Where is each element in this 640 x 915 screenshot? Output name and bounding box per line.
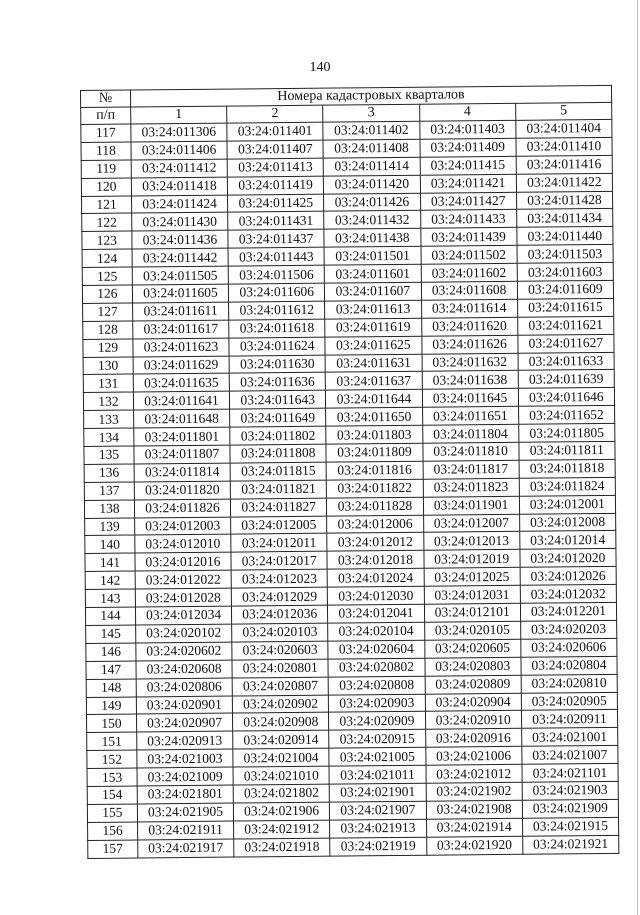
cadastral-quarter-cell: 03:24:012016 xyxy=(135,552,231,571)
cadastral-quarter-cell: 03:24:021917 xyxy=(138,839,234,858)
row-number-cell: 124 xyxy=(82,249,132,267)
cadastral-quarter-cell: 03:24:021909 xyxy=(522,799,618,818)
cadastral-quarter-cell: 03:24:021918 xyxy=(234,838,330,857)
cadastral-quarter-cell: 03:24:011641 xyxy=(133,391,229,410)
cadastral-quarter-cell: 03:24:011635 xyxy=(133,374,229,393)
cadastral-quarter-cell: 03:24:011621 xyxy=(517,316,613,335)
cadastral-quarter-cell: 03:24:020203 xyxy=(520,620,616,639)
cadastral-quarter-cell: 03:24:021920 xyxy=(426,836,522,855)
row-number-header: № xyxy=(81,90,131,107)
cadastral-quarter-cell: 03:24:011633 xyxy=(518,352,614,371)
cadastral-quarter-cell: 03:24:011623 xyxy=(133,338,229,357)
cadastral-quarter-cell: 03:24:011501 xyxy=(324,246,420,265)
cadastral-quarter-cell: 03:24:011432 xyxy=(324,211,420,230)
cadastral-quarter-cell: 03:24:011410 xyxy=(516,137,612,156)
row-number-cell: 137 xyxy=(84,482,134,500)
cadastral-quarter-cell: 03:24:011637 xyxy=(326,372,422,391)
cadastral-quarter-cell: 03:24:011827 xyxy=(231,498,327,517)
cadastral-quarter-cell: 03:24:012017 xyxy=(231,552,327,571)
row-number-cell: 144 xyxy=(85,607,135,625)
cadastral-quarter-cell: 03:24:011639 xyxy=(518,370,614,389)
cadastral-quarter-cell: 03:24:011420 xyxy=(324,175,420,194)
cadastral-quarter-cell: 03:24:011407 xyxy=(227,140,323,159)
row-number-cell: 123 xyxy=(82,231,132,249)
cadastral-quarter-cell: 03:24:020901 xyxy=(136,696,232,715)
row-number-cell: 151 xyxy=(87,732,137,750)
cadastral-quarter-cell: 03:24:011627 xyxy=(518,334,614,353)
cadastral-quarter-cell: 03:24:021902 xyxy=(426,782,522,801)
cadastral-quarter-cell: 03:24:020605 xyxy=(424,639,520,658)
row-number-cell: 146 xyxy=(86,643,136,661)
cadastral-quarter-cell: 03:24:021011 xyxy=(329,765,425,784)
cadastral-quarter-cell: 03:24:011612 xyxy=(229,301,325,320)
cadastral-quarter-cell: 03:24:011605 xyxy=(132,284,228,303)
cadastral-quarter-cell: 03:24:020908 xyxy=(233,713,329,732)
cadastral-quarter-cell: 03:24:011416 xyxy=(516,155,612,174)
row-number-cell: 149 xyxy=(86,696,136,714)
cadastral-quarter-cell: 03:24:011644 xyxy=(326,390,422,409)
cadastral-quarter-cell: 03:24:011415 xyxy=(420,156,516,175)
cadastral-quarter-cell: 03:24:011636 xyxy=(229,373,325,392)
cadastral-quarter-cell: 03:24:011426 xyxy=(324,193,420,212)
cadastral-quarter-cell: 03:24:011805 xyxy=(518,424,614,443)
row-number-cell: 147 xyxy=(86,661,136,679)
cadastral-quarter-cell: 03:24:011823 xyxy=(423,478,519,497)
cadastral-quarter-cell: 03:24:011424 xyxy=(131,195,227,214)
row-number-cell: 127 xyxy=(83,303,133,321)
row-number-cell: 154 xyxy=(87,786,137,804)
cadastral-quarter-cell: 03:24:011815 xyxy=(230,462,326,481)
cadastral-quarter-cell: 03:24:011603 xyxy=(517,263,613,282)
cadastral-quarter-cell: 03:24:012025 xyxy=(424,568,520,587)
row-number-cell: 150 xyxy=(86,714,136,732)
cadastral-quarter-cell: 03:24:020802 xyxy=(328,658,424,677)
cadastral-quarter-cell: 03:24:011816 xyxy=(326,461,422,480)
cadastral-quarter-cell: 03:24:011651 xyxy=(422,407,518,426)
row-number-cell: 155 xyxy=(87,804,137,822)
cadastral-quarter-cell: 03:24:011828 xyxy=(327,497,423,516)
cadastral-quarter-cell: 03:24:011434 xyxy=(516,209,612,228)
cadastral-quarter-cell: 03:24:020914 xyxy=(233,730,329,749)
cadastral-quarter-cell: 03:24:021921 xyxy=(522,835,618,854)
column-number: 4 xyxy=(419,103,515,121)
cadastral-quarter-cell: 03:24:011626 xyxy=(421,335,517,354)
cadastral-quarter-cell: 03:24:011408 xyxy=(323,139,419,158)
cadastral-quarter-cell: 03:24:011425 xyxy=(228,194,324,213)
cadastral-quarter-cell: 03:24:021007 xyxy=(522,746,618,765)
cadastral-quarter-cell: 03:24:011809 xyxy=(326,443,422,462)
cadastral-quarter-cell: 03:24:011609 xyxy=(517,280,613,299)
cadastral-quarter-cell: 03:24:011428 xyxy=(516,191,612,210)
row-number-cell: 134 xyxy=(84,428,134,446)
row-number-cell: 138 xyxy=(84,500,134,518)
column-number: 3 xyxy=(323,104,419,122)
cadastral-quarter-cell: 03:24:011630 xyxy=(229,355,325,374)
cadastral-quarter-cell: 03:24:012018 xyxy=(327,551,423,570)
cadastral-quarter-cell: 03:24:020603 xyxy=(232,641,328,660)
cadastral-quarter-cell: 03:24:020803 xyxy=(425,657,521,676)
cadastral-quarter-cell: 03:24:011629 xyxy=(133,356,229,375)
column-number: 1 xyxy=(131,106,227,124)
cadastral-quarter-cell: 03:24:011617 xyxy=(133,320,229,339)
cadastral-quarter-cell: 03:24:012028 xyxy=(135,588,231,607)
cadastral-quarter-cell: 03:24:011631 xyxy=(325,354,421,373)
cadastral-quarter-cell: 03:24:020102 xyxy=(136,624,232,643)
cadastral-quarter-cell: 03:24:021905 xyxy=(137,803,233,822)
cadastral-quarter-cell: 03:24:012026 xyxy=(520,567,616,586)
cadastral-quarter-cell: 03:24:011810 xyxy=(422,442,518,461)
cadastral-quarter-cell: 03:24:021004 xyxy=(233,748,329,767)
row-number-cell: 143 xyxy=(85,589,135,607)
cadastral-quarter-cell: 03:24:020907 xyxy=(136,713,232,732)
row-number-cell: 120 xyxy=(81,178,131,196)
row-number-cell: 153 xyxy=(87,768,137,786)
cadastral-quarter-cell: 03:24:012013 xyxy=(423,532,519,551)
cadastral-quarter-cell: 03:24:021005 xyxy=(329,747,425,766)
cadastral-quarter-cell: 03:24:011414 xyxy=(323,157,419,176)
cadastral-quarter-cell: 03:24:011431 xyxy=(228,212,324,231)
cadastral-quarter-cell: 03:24:012011 xyxy=(231,534,327,553)
cadastral-quarter-cell: 03:24:011820 xyxy=(134,481,230,500)
cadastral-quarter-cell: 03:24:020608 xyxy=(136,660,232,679)
cadastral-quarter-cell: 03:24:021908 xyxy=(426,800,522,819)
cadastral-quarter-cell: 03:24:012022 xyxy=(135,570,231,589)
cadastral-quarter-cell: 03:24:011505 xyxy=(132,266,228,285)
cadastral-quarter-cell: 03:24:012010 xyxy=(135,535,231,554)
cadastral-quarter-cell: 03:24:011624 xyxy=(229,337,325,356)
page-edge-line xyxy=(637,0,638,915)
cadastral-quarter-cell: 03:24:012201 xyxy=(520,602,616,621)
cadastral-quarter-cell: 03:24:021003 xyxy=(137,749,233,768)
cadastral-quarter-cell: 03:24:021906 xyxy=(233,802,329,821)
cadastral-quarter-cell: 03:24:021915 xyxy=(522,817,618,836)
cadastral-quarter-cell: 03:24:011615 xyxy=(517,298,613,317)
row-number-cell: 121 xyxy=(82,196,132,214)
cadastral-quarter-cell: 03:24:011611 xyxy=(132,302,228,321)
cadastral-quarter-cell: 03:24:021101 xyxy=(522,763,618,782)
cadastral-quarter-cell: 03:24:011412 xyxy=(131,159,227,178)
row-number-cell: 145 xyxy=(86,625,136,643)
cadastral-quarter-cell: 03:24:011619 xyxy=(325,318,421,337)
row-number-cell: 152 xyxy=(87,750,137,768)
cadastral-quarter-cell: 03:24:020104 xyxy=(328,622,424,641)
cadastral-quarter-cell: 03:24:020807 xyxy=(232,677,328,696)
row-number-cell: 126 xyxy=(82,285,132,303)
cadastral-quarter-cell: 03:24:021919 xyxy=(330,837,426,856)
cadastral-quarter-cell: 03:24:021802 xyxy=(233,784,329,803)
cadastral-quarter-cell: 03:24:011632 xyxy=(422,353,518,372)
cadastral-quarter-cell: 03:24:012014 xyxy=(520,531,616,550)
cadastral-quarter-cell: 03:24:011404 xyxy=(516,119,612,138)
row-number-cell: 141 xyxy=(85,553,135,571)
cadastral-quarter-cell: 03:24:020913 xyxy=(137,731,233,750)
cadastral-quarter-cell: 03:24:011802 xyxy=(230,426,326,445)
cadastral-quarter-cell: 03:24:020604 xyxy=(328,640,424,659)
cadastral-quarter-cell: 03:24:021911 xyxy=(137,821,233,840)
cadastral-quarter-cell: 03:24:011401 xyxy=(227,122,323,141)
cadastral-quarter-cell: 03:24:020806 xyxy=(136,678,232,697)
cadastral-quarter-cell: 03:24:011430 xyxy=(132,213,228,232)
cadastral-quarter-cell: 03:24:011901 xyxy=(423,496,519,515)
cadastral-quarter-cell: 03:24:012008 xyxy=(519,513,615,532)
cadastral-quarter-cell: 03:24:020606 xyxy=(521,638,617,657)
cadastral-quarter-cell: 03:24:021006 xyxy=(425,746,521,765)
cadastral-quarter-cell: 03:24:011620 xyxy=(421,317,517,336)
cadastral-quarter-cell: 03:24:011814 xyxy=(134,463,230,482)
cadastral-quarter-cell: 03:24:011418 xyxy=(131,177,227,196)
column-number: 5 xyxy=(515,102,611,120)
row-number-cell: 136 xyxy=(84,464,134,482)
cadastral-quarter-cell: 03:24:011804 xyxy=(422,424,518,443)
cadastral-quarter-cell: 03:24:011506 xyxy=(228,265,324,284)
cadastral-quarter-cell: 03:24:011618 xyxy=(229,319,325,338)
cadastral-quarter-cell: 03:24:011811 xyxy=(519,441,615,460)
cadastral-quarter-cell: 03:24:021001 xyxy=(521,728,617,747)
cadastral-quarter-cell: 03:24:012041 xyxy=(328,604,424,623)
cadastral-quarter-cell: 03:24:011427 xyxy=(420,192,516,211)
cadastral-quarter-cell: 03:24:012006 xyxy=(327,515,423,534)
row-number-cell: 128 xyxy=(83,321,133,339)
cadastral-quarter-cell: 03:24:011502 xyxy=(421,246,517,265)
cadastral-quarter-cell: 03:24:011803 xyxy=(326,425,422,444)
cadastral-quarter-cell: 03:24:011402 xyxy=(323,121,419,140)
cadastral-quarter-cell: 03:24:011436 xyxy=(132,230,228,249)
table-row xyxy=(88,835,619,858)
cadastral-quarter-cell: 03:24:011818 xyxy=(519,459,615,478)
cadastral-quarter-cell: 03:24:011437 xyxy=(228,230,324,249)
cadastral-quarter-cell: 03:24:011826 xyxy=(134,499,230,518)
cadastral-quarter-cell: 03:24:011440 xyxy=(517,227,613,246)
cadastral-quarter-cell: 03:24:020915 xyxy=(329,729,425,748)
cadastral-quarter-cell: 03:24:020909 xyxy=(329,712,425,731)
cadastral-quarter-cell: 03:24:011403 xyxy=(419,120,515,139)
cadastral-quarter-cell: 03:24:012019 xyxy=(423,550,519,569)
cadastral-quarter-cell: 03:24:012024 xyxy=(327,568,423,587)
cadastral-quarter-cell: 03:24:021901 xyxy=(330,783,426,802)
cadastral-quarter-cell: 03:24:011422 xyxy=(516,173,612,192)
cadastral-quarter-cell: 03:24:020801 xyxy=(232,659,328,678)
cadastral-quarter-cell: 03:24:012036 xyxy=(232,605,328,624)
cadastral-quarter-cell: 03:24:011821 xyxy=(230,480,326,499)
cadastral-quarter-cell: 03:24:011807 xyxy=(134,445,230,464)
cadastral-quarter-cell: 03:24:011614 xyxy=(421,299,517,318)
cadastral-quarter-cell: 03:24:011824 xyxy=(519,477,615,496)
row-number-cell: 142 xyxy=(85,571,135,589)
row-number-cell: 119 xyxy=(81,160,131,178)
row-number-cell: 135 xyxy=(84,446,134,464)
cadastral-quarter-cell: 03:24:011638 xyxy=(422,371,518,390)
cadastral-quarter-cell: 03:24:021913 xyxy=(330,819,426,838)
cadastral-quarter-cell: 03:24:020103 xyxy=(232,623,328,642)
row-number-cell: 129 xyxy=(83,339,133,357)
cadastral-quarter-cell: 03:24:011433 xyxy=(420,210,516,229)
cadastral-quarter-cell: 03:24:020902 xyxy=(232,695,328,714)
cadastral-quarter-cell: 03:24:012005 xyxy=(231,516,327,535)
cadastral-quarter-cell: 03:24:011608 xyxy=(421,281,517,300)
cadastral-quarter-cell: 03:24:011409 xyxy=(420,138,516,157)
cadastral-quarter-cell: 03:24:012012 xyxy=(327,533,423,552)
cadastral-quarter-cell: 03:24:011438 xyxy=(324,229,420,248)
cadastral-quarter-cell: 03:24:011801 xyxy=(134,427,230,446)
cadastral-quarter-cell: 03:24:020105 xyxy=(424,621,520,640)
cadastral-quarter-cell: 03:24:011613 xyxy=(325,300,421,319)
cadastral-quarter-cell: 03:24:011306 xyxy=(131,123,227,142)
cadastral-quarter-cell: 03:24:012029 xyxy=(231,587,327,606)
cadastral-quarter-cell: 03:24:011808 xyxy=(230,444,326,463)
row-number-cell: 125 xyxy=(82,267,132,285)
cadastral-quarter-cell: 03:24:011625 xyxy=(325,336,421,355)
cadastral-quarter-cell: 03:24:020804 xyxy=(521,656,617,675)
cadastral-quarter-cell: 03:24:012001 xyxy=(519,495,615,514)
cadastral-quarter-cell: 03:24:021912 xyxy=(234,820,330,839)
cadastral-quarter-cell: 03:24:011406 xyxy=(131,141,227,160)
column-number: 2 xyxy=(227,105,323,123)
row-number-cell: 117 xyxy=(81,124,131,142)
row-number-cell: 140 xyxy=(85,535,135,553)
cadastral-quarter-cell: 03:24:011439 xyxy=(420,228,516,247)
cadastral-quarter-cell: 03:24:011643 xyxy=(230,391,326,410)
row-number-cell: 131 xyxy=(83,374,133,392)
row-number-cell: 139 xyxy=(85,518,135,536)
cadastral-quarter-cell: 03:24:020916 xyxy=(425,729,521,748)
cadastral-quarter-cell: 03:24:011648 xyxy=(133,409,229,428)
cadastral-quarter-cell: 03:24:011652 xyxy=(518,406,614,425)
table-body xyxy=(81,119,619,858)
cadastral-quarter-cell: 03:24:011645 xyxy=(422,389,518,408)
cadastral-quarter-cell: 03:24:012031 xyxy=(424,585,520,604)
cadastral-quarter-cell: 03:24:011503 xyxy=(517,245,613,264)
cadastral-quarter-cell: 03:24:012023 xyxy=(231,569,327,588)
cadastral-quarter-cell: 03:24:012003 xyxy=(134,517,230,536)
row-number-cell: 122 xyxy=(82,213,132,231)
cadastral-quarter-cell: 03:24:011606 xyxy=(228,283,324,302)
cadastral-quarters-table xyxy=(80,85,619,859)
cadastral-quarter-cell: 03:24:021010 xyxy=(233,766,329,785)
cadastral-quarter-cell: 03:24:011601 xyxy=(325,264,421,283)
cadastral-quarter-cell: 03:24:012007 xyxy=(423,514,519,533)
cadastral-quarter-cell: 03:24:011650 xyxy=(326,407,422,426)
cadastral-quarter-cell: 03:24:020910 xyxy=(425,711,521,730)
cadastral-quarter-cell: 03:24:021914 xyxy=(426,818,522,837)
cadastral-quarter-cell: 03:24:011607 xyxy=(325,282,421,301)
cadastral-quarter-cell: 03:24:012101 xyxy=(424,603,520,622)
cadastral-quarter-cell: 03:24:020809 xyxy=(425,675,521,694)
cadastral-quarter-cell: 03:24:011646 xyxy=(518,388,614,407)
row-number-cell: 156 xyxy=(88,822,138,840)
cadastral-quarter-cell: 03:24:012030 xyxy=(328,586,424,605)
cadastral-quarter-cell: 03:24:011442 xyxy=(132,248,228,267)
cadastral-quarter-cell: 03:24:011822 xyxy=(327,479,423,498)
row-number-cell: 130 xyxy=(83,357,133,375)
cadastral-quarter-cell: 03:24:020808 xyxy=(328,676,424,695)
row-number-cell: 118 xyxy=(81,142,131,160)
row-number-subheader: п/п xyxy=(81,107,131,124)
cadastral-quarter-cell: 03:24:021907 xyxy=(330,801,426,820)
cadastral-quarter-cell: 03:24:011649 xyxy=(230,408,326,427)
page-number: 140 xyxy=(309,60,331,75)
cadastral-quarter-cell: 03:24:020903 xyxy=(329,694,425,713)
cadastral-quarter-cell: 03:24:020602 xyxy=(136,642,232,661)
cadastral-quarter-cell: 03:24:012034 xyxy=(135,606,231,625)
cadastral-quarter-cell: 03:24:020810 xyxy=(521,674,617,693)
cadastral-quarter-cell: 03:24:020904 xyxy=(425,693,521,712)
row-number-cell: 157 xyxy=(88,840,138,858)
row-number-cell: 148 xyxy=(86,679,136,697)
cadastral-quarter-cell: 03:24:011419 xyxy=(227,176,323,195)
cadastral-quarter-cell: 03:24:012032 xyxy=(520,585,616,604)
row-number-cell: 132 xyxy=(83,392,133,410)
cadastral-quarter-cell: 03:24:011421 xyxy=(420,174,516,193)
cadastral-quarter-cell: 03:24:011443 xyxy=(228,247,324,266)
cadastral-quarter-cell: 03:24:011413 xyxy=(227,158,323,177)
cadastral-quarter-cell: 03:24:021009 xyxy=(137,767,233,786)
cadastral-quarter-cell: 03:24:021903 xyxy=(522,781,618,800)
cadastral-quarter-cell: 03:24:021801 xyxy=(137,785,233,804)
cadastral-quarter-cell: 03:24:011817 xyxy=(423,460,519,479)
cadastral-quarter-cell: 03:24:012020 xyxy=(520,549,616,568)
cadastral-quarter-cell: 03:24:020905 xyxy=(521,692,617,711)
row-number-cell: 133 xyxy=(84,410,134,428)
cadastral-quarter-cell: 03:24:011602 xyxy=(421,263,517,282)
cadastral-quarter-cell: 03:24:021012 xyxy=(426,764,522,783)
cadastral-quarters-header: Номера кадастровых кварталов xyxy=(130,85,611,107)
cadastral-quarter-cell: 03:24:020911 xyxy=(521,710,617,729)
